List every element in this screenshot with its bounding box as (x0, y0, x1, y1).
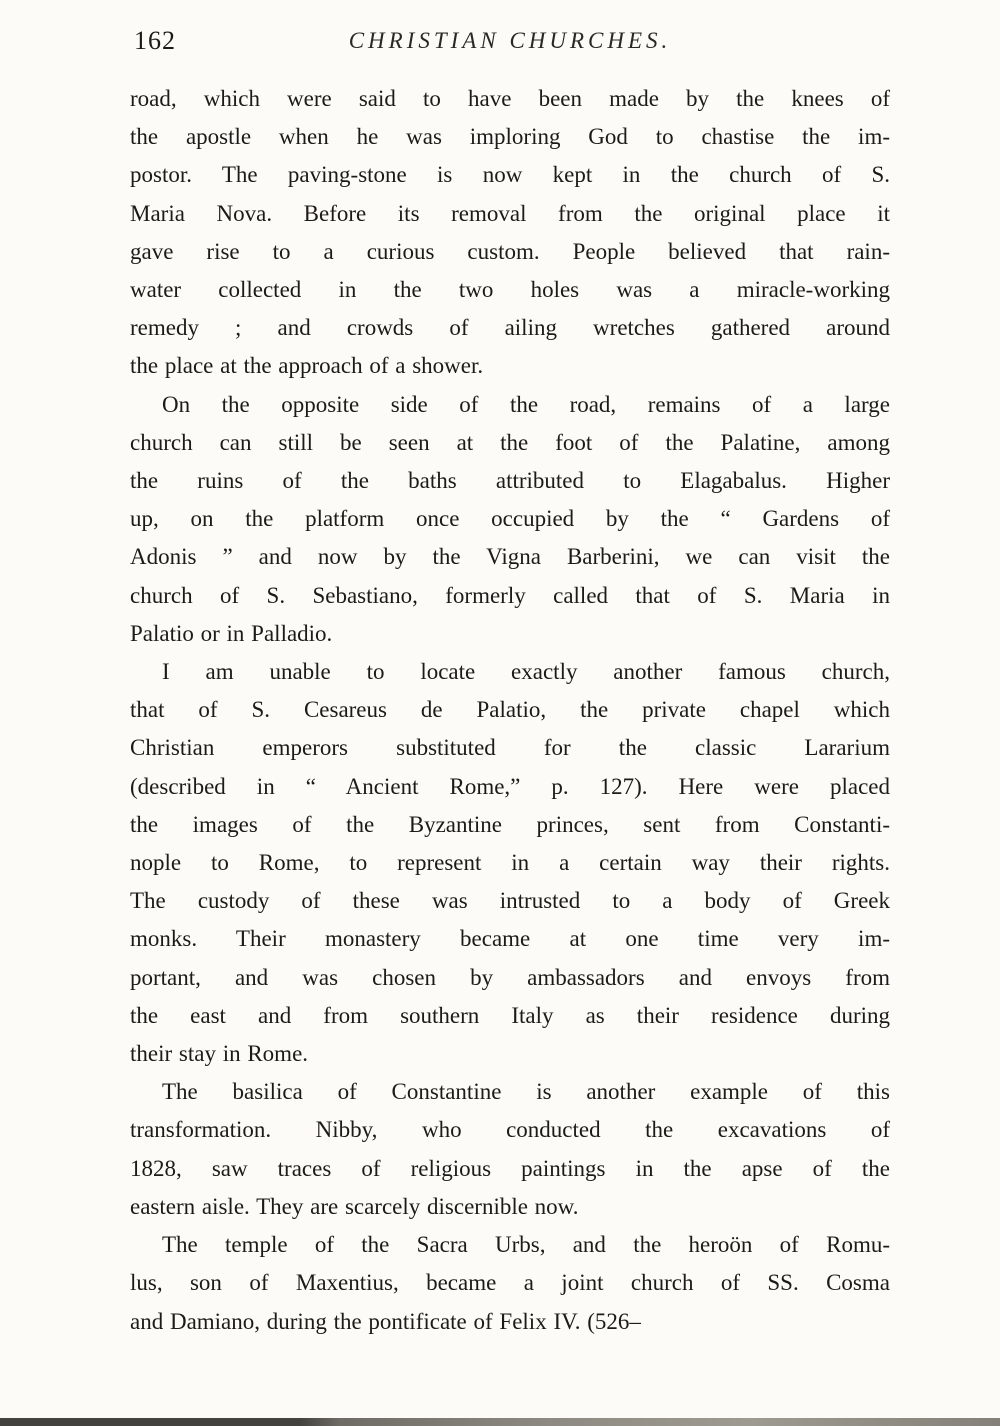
text-line: nople to Rome, to represent in a certain way their rights. (130, 850, 890, 876)
paragraph (130, 653, 890, 1073)
text-line: up, on the platform once occupied by the “ Gardens of (130, 506, 890, 532)
text-line: portant, and was chosen by ambassadors and envoys from (130, 964, 890, 990)
text-line: church of S. Sebastiano, formerly called that of S. Maria in (130, 582, 890, 608)
page-edge-shadow (0, 1418, 1000, 1426)
text-line: the ruins of the baths attributed to Elagabalus. Higher (130, 468, 890, 494)
text-line: The custody of these was intrusted to a body of Greek (130, 888, 890, 914)
text-line: I am unable to locate exactly another famous church, (162, 659, 890, 685)
text-line: The basilica of Constantine is another example of this (162, 1079, 890, 1105)
paragraph (130, 80, 890, 386)
paragraph (130, 1073, 890, 1226)
text-line: 1828, saw traces of religious paintings in the apse of the (130, 1155, 890, 1181)
text-line: gave rise to a curious custom. People believed that rain- (130, 238, 890, 264)
text-line: lus, son of Maxentius, became a joint church of SS. Cosma (130, 1270, 890, 1296)
page-body (130, 80, 890, 1341)
page-header (130, 26, 890, 72)
text-line: eastern aisle. They are scarcely discernible now. (130, 1193, 579, 1219)
text-line: The temple of the Sacra Urbs, and the heroön of Romu- (162, 1232, 890, 1258)
paragraph (130, 1226, 890, 1341)
text-line: the apostle when he was imploring God to chastise the im- (130, 124, 890, 150)
text-line: that of S. Cesareus de Palatio, the private chapel which (130, 697, 890, 723)
text-line: and Damiano, during the pontificate of Felix IV. (526– (130, 1308, 641, 1334)
text-line: Christian emperors substituted for the classic Lararium (130, 735, 890, 761)
text-line: postor. The paving-stone is now kept in the church of S. (130, 162, 890, 188)
text-line: their stay in Rome. (130, 1041, 309, 1067)
text-line: (described in “ Ancient Rome,” p. 127). Here were placed (130, 773, 890, 799)
text-line: remedy ; and crowds of ailing wretches gathered around (130, 315, 890, 341)
text-line: water collected in the two holes was a miracle-working (130, 277, 890, 303)
text-line: road, which were said to have been made by the knees of (130, 86, 890, 111)
text-line: the images of the Byzantine princes, sent from Constanti- (130, 811, 890, 837)
text-line: Adonis ” and now by the Vigna Barberini, we can visit the (130, 544, 890, 570)
text-line: church can still be seen at the foot of the Palatine, among (130, 429, 890, 455)
text-line: the east and from southern Italy as their residence during (130, 1002, 890, 1028)
running-title: CHRISTIAN CHURCHES. (348, 28, 672, 53)
text-line: On the opposite side of the road, remains of a large (162, 391, 890, 417)
text-line: transformation. Nibby, who conducted the excavations of (130, 1117, 890, 1143)
text-line: Palatio or in Palladio. (130, 620, 333, 646)
text-line: Maria Nova. Before its removal from the original place it (130, 200, 890, 226)
text-line: monks. Their monastery became at one time very im- (130, 926, 890, 952)
paragraph (130, 386, 890, 653)
text-line: the place at the approach of a shower. (130, 353, 484, 379)
page-number: 162 (134, 26, 176, 55)
